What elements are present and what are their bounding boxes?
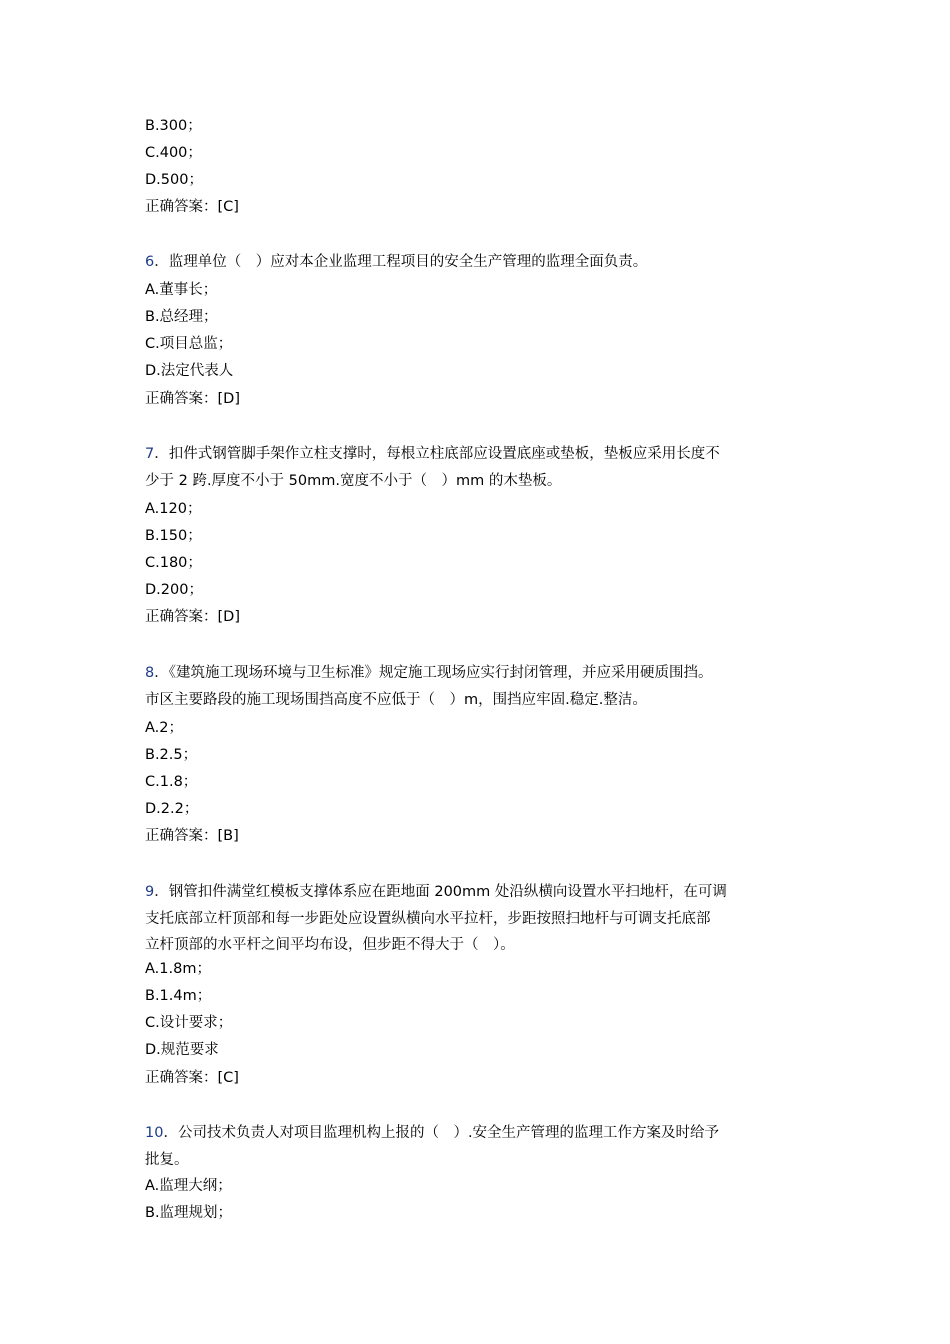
question-stem: [145, 663, 712, 683]
question-stem-text: ．监理单位（ ）应对本企业监理工程项目的安全生产管理的监理全面负责。: [154, 254, 648, 270]
option-line: B.150；: [145, 528, 202, 544]
option-line: C.设计要求；: [145, 1015, 233, 1031]
option-line: C.180；: [145, 555, 202, 571]
question-number: 6: [145, 254, 155, 270]
option-line: A.1.8m；: [145, 961, 211, 977]
option-line: C.1.8；: [145, 774, 198, 790]
answer-line: 正确答案：[D]: [145, 391, 240, 407]
question-number: 9: [145, 884, 155, 900]
answer-line: 正确答案：[B]: [145, 828, 239, 844]
option-line: B.总经理；: [145, 309, 218, 325]
option-line: C.项目总监；: [145, 336, 233, 352]
question-stem-text: 少于 2 跨.厚度不小于 50mm.宽度不小于（ ）mm 的木垫板。: [145, 473, 562, 489]
question-stem-text: ．钢管扣件满堂红模板支撑体系应在距地面 200mm 处沿纵横向设置水平扫地杆，在可调: [154, 884, 727, 900]
option-line: A.监理大纲；: [145, 1178, 232, 1194]
option-line: C.400；: [145, 145, 202, 161]
question-number: 8: [145, 665, 155, 681]
answer-line: 正确答案：[C]: [145, 1070, 239, 1086]
option-line: D.500；: [145, 172, 203, 188]
option-line: B.1.4m；: [145, 988, 212, 1004]
question-number: 10: [145, 1125, 164, 1141]
question-stem-text: 支托底部立杆顶部和每一步距处应设置纵横向水平拉杆，步距按照扫地杆与可调支托底部: [145, 911, 711, 927]
option-line: B.300；: [145, 118, 202, 134]
option-line: B.监理规划；: [145, 1205, 233, 1221]
answer-line: 正确答案：[C]: [145, 199, 239, 215]
option-line: A.2；: [145, 720, 183, 736]
answer-line: 正确答案：[D]: [145, 609, 240, 625]
option-line: D.规范要求: [145, 1042, 219, 1058]
question-number: 7: [145, 446, 155, 462]
question-stem: [145, 882, 727, 902]
question-stem: [145, 252, 647, 272]
question-stem-text: ．扣件式钢管脚手架作立柱支撑时，每根立柱底部应设置底座或垫板，垫板应采用长度不: [154, 446, 720, 462]
option-line: A.120；: [145, 501, 202, 517]
option-line: B.2.5；: [145, 747, 198, 763]
option-line: D.2.2；: [145, 801, 199, 817]
question-stem: [145, 1123, 719, 1143]
option-line: D.法定代表人: [145, 363, 234, 379]
question-stem-text: ．公司技术负责人对项目监理机构上报的（ ）.安全生产管理的监理工作方案及时给予: [163, 1125, 720, 1141]
question-stem-text: 批复。: [145, 1152, 189, 1168]
question-stem-text: 立杆顶部的水平杆之间平均布设，但步距不得大于（ ）。: [145, 937, 515, 953]
option-line: A.董事长；: [145, 282, 218, 298]
question-stem-text: 市区主要路段的施工现场围挡高度不应低于（ ）m，围挡应牢固.稳定.整洁。: [145, 692, 647, 708]
question-stem: [145, 444, 720, 464]
question-stem-text: ．《建筑施工现场环境与卫生标准》规定施工现场应实行封闭管理，并应采用硬质围挡。: [154, 665, 713, 681]
option-line: D.200；: [145, 582, 203, 598]
